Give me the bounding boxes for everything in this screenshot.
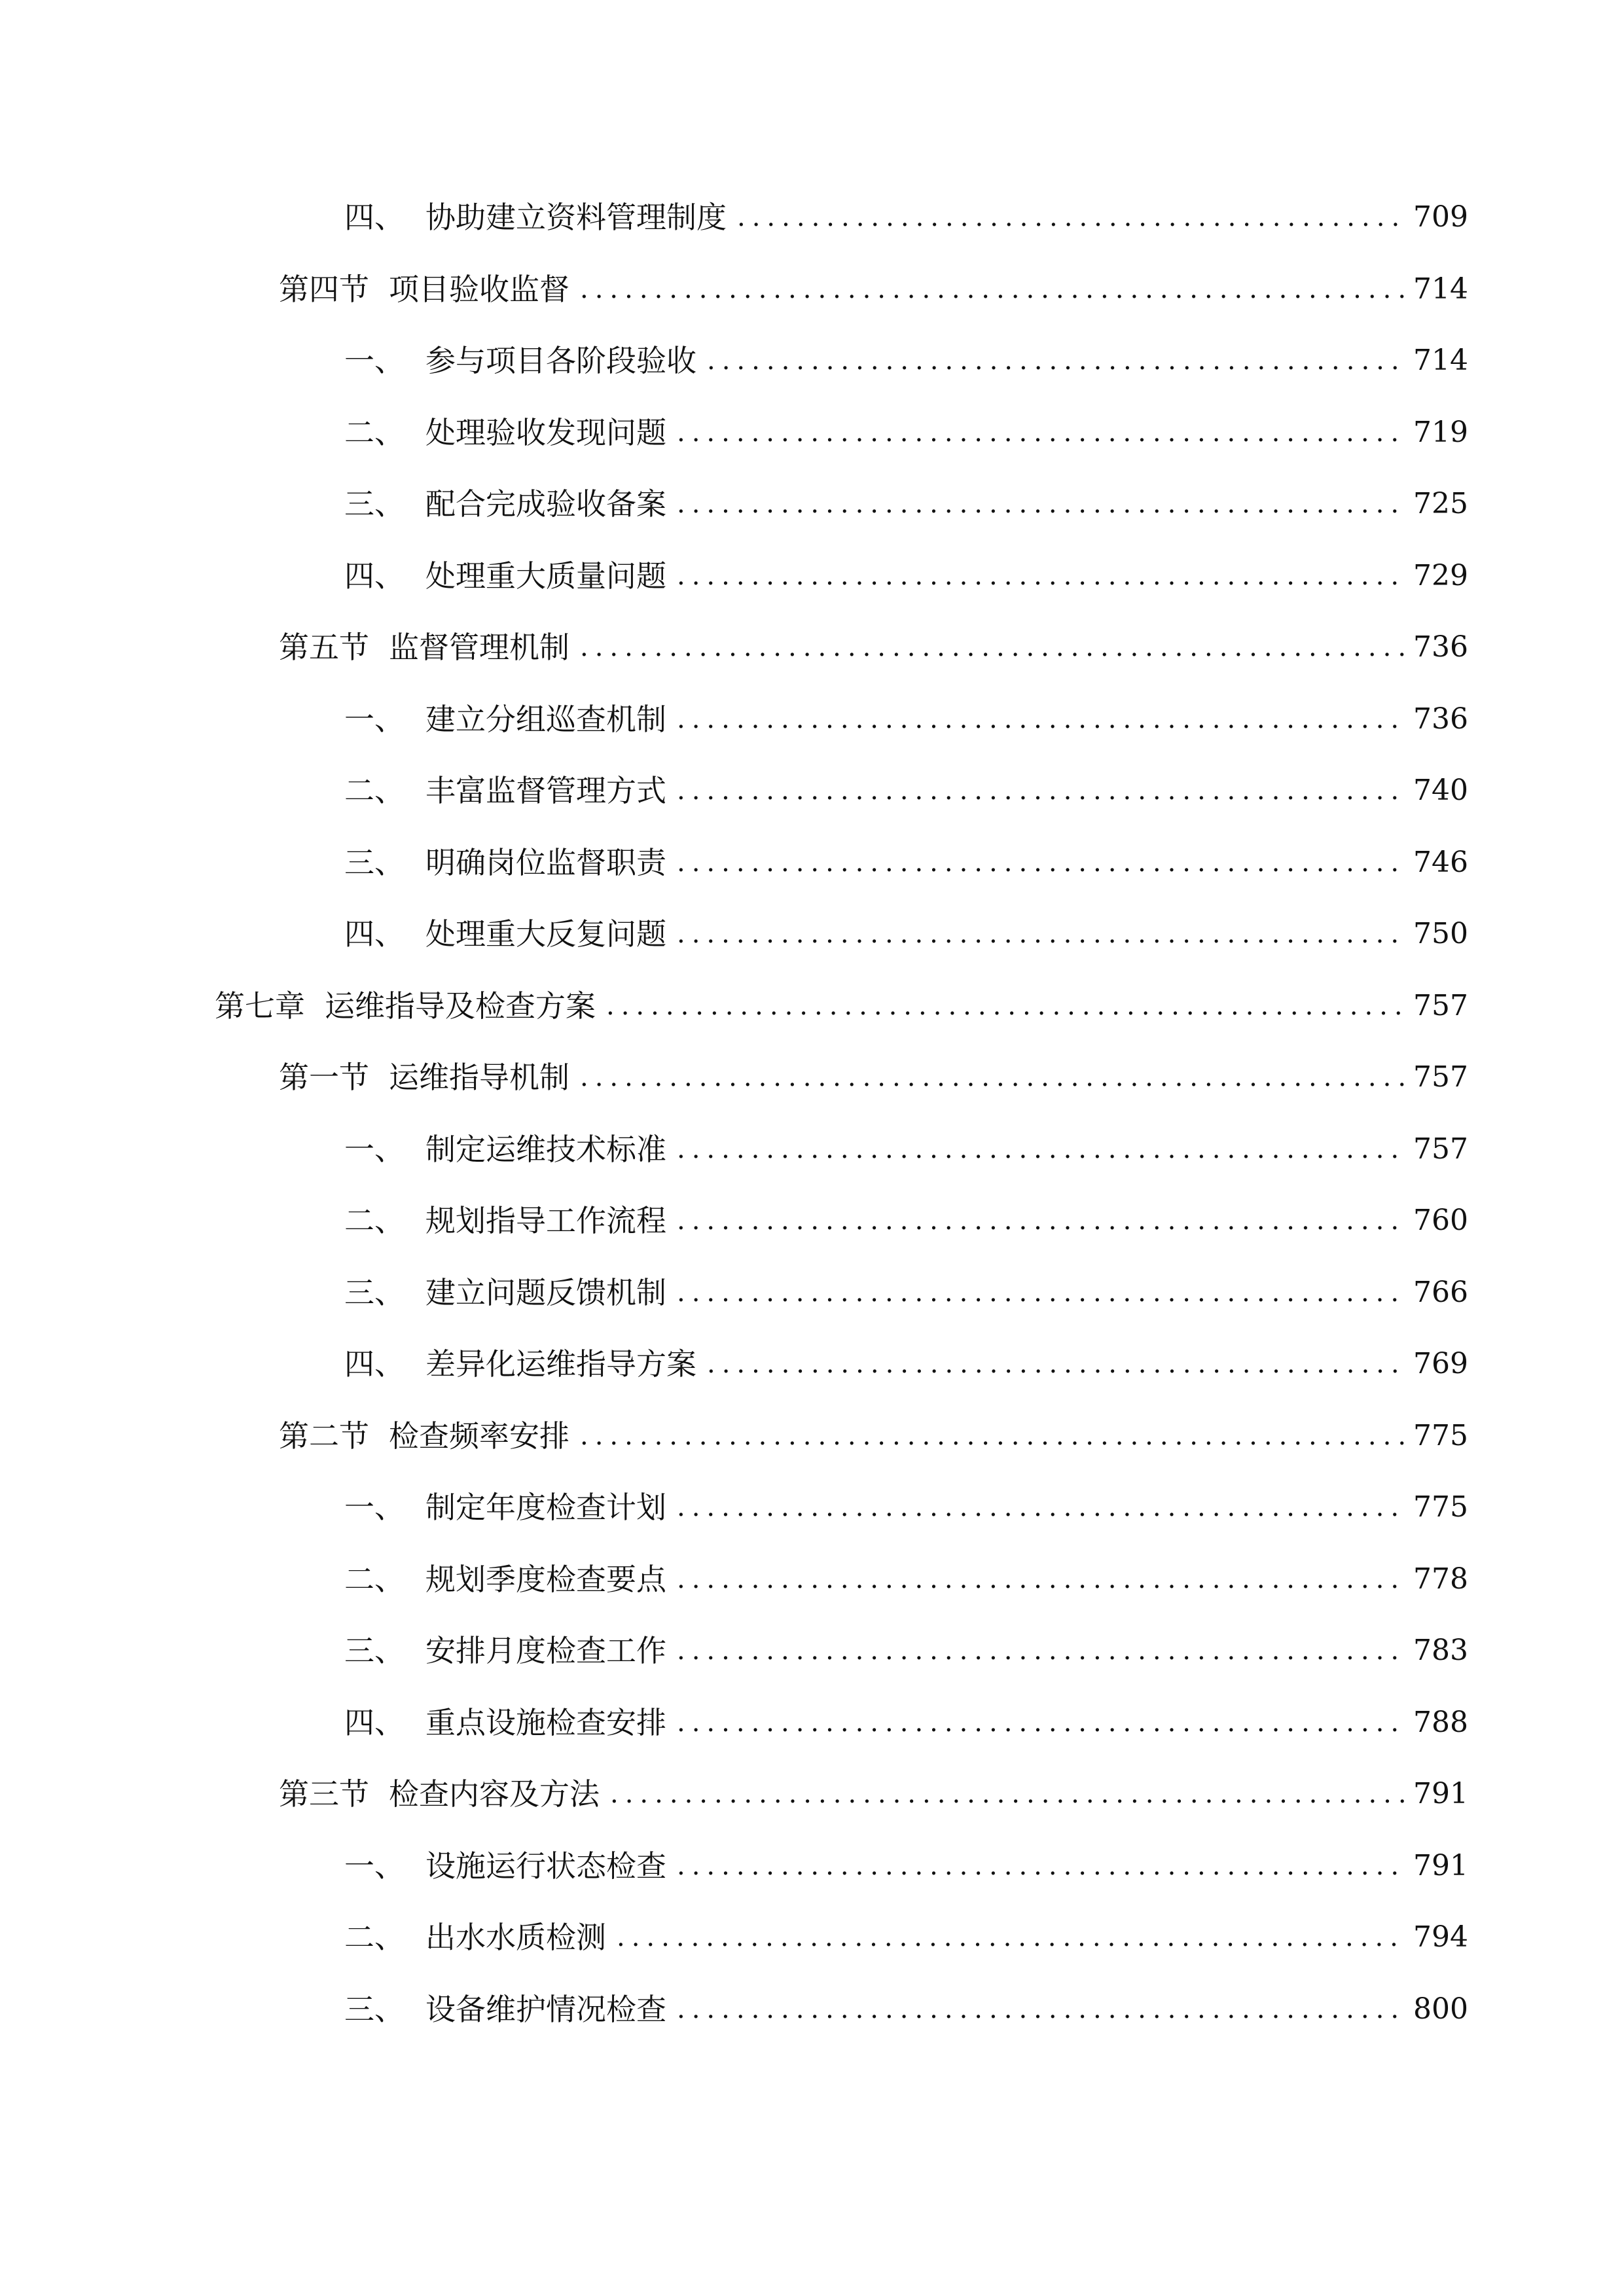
toc-entry[interactable]	[344, 1696, 1468, 1749]
toc-entry-number: 第二节	[279, 1418, 369, 1454]
toc-leader-dots	[677, 1553, 1405, 1605]
toc-entry[interactable]	[344, 1266, 1468, 1319]
toc-entry-title: 处理重大质量问题	[425, 558, 666, 594]
toc-entry[interactable]	[344, 550, 1468, 602]
toc-entry-title: 出水水质检测	[425, 1920, 606, 1955]
toc-entry[interactable]	[344, 1553, 1468, 1605]
toc-entry-title: 差异化运维指导方案	[425, 1346, 696, 1382]
toc-entry-title: 明确岗位监督职责	[425, 845, 666, 880]
toc-entry-number: 一、	[344, 702, 405, 737]
toc-leader-dots	[677, 908, 1405, 960]
toc-entry-title: 重点设施检查安排	[425, 1705, 666, 1740]
toc-entry-title: 设备维护情况检查	[425, 1992, 666, 2027]
toc-entry-number: 四、	[344, 1346, 405, 1382]
toc-entry-title: 丰富监督管理方式	[425, 773, 666, 808]
toc-entry-page: 757	[1413, 1132, 1468, 1166]
toc-entry-title: 处理验收发现问题	[425, 415, 666, 450]
toc-leader-dots	[677, 406, 1405, 459]
toc-entry-page: 775	[1413, 1419, 1468, 1452]
toc-entry[interactable]	[344, 1911, 1468, 1964]
toc-entry-page: 791	[1413, 1777, 1468, 1810]
toc-entry-number: 第五节	[279, 630, 369, 665]
toc-entry[interactable]	[344, 836, 1468, 889]
toc-entry-number: 一、	[344, 1132, 405, 1167]
toc-entry[interactable]	[279, 1051, 1468, 1103]
toc-entry-number: 第三节	[279, 1776, 369, 1812]
toc-entry-page: 783	[1413, 1634, 1468, 1667]
toc-entry-number: 二、	[344, 415, 405, 450]
toc-leader-dots	[677, 764, 1405, 817]
toc-leader-dots	[677, 1696, 1405, 1749]
toc-entry-page: 775	[1413, 1490, 1468, 1524]
toc-entry-title: 建立分组巡查机制	[425, 702, 666, 737]
toc-leader-dots	[677, 550, 1405, 602]
toc-entry-number: 第七章	[215, 988, 305, 1024]
toc-entry-title: 处理重大反复问题	[425, 916, 666, 952]
toc-entry-number: 四、	[344, 200, 405, 235]
toc-entry[interactable]	[344, 1624, 1468, 1677]
toc-entry-page: 714	[1413, 272, 1468, 306]
toc-entry-page: 729	[1413, 559, 1468, 592]
toc-entry[interactable]	[344, 191, 1468, 243]
toc-entry-title: 配合完成验收备案	[425, 486, 666, 522]
toc-entry-number: 二、	[344, 1920, 405, 1955]
toc-leader-dots	[707, 334, 1405, 387]
toc-entry[interactable]	[344, 693, 1468, 745]
toc-entry-title: 参与项目各阶段验收	[425, 343, 696, 378]
toc-entry-page: 791	[1413, 1849, 1468, 1882]
toc-entry[interactable]	[344, 908, 1468, 960]
toc-entry[interactable]	[344, 1194, 1468, 1247]
toc-entry[interactable]	[344, 1840, 1468, 1892]
toc-entry-title: 协助建立资料管理制度	[425, 200, 727, 235]
toc-entry-page: 740	[1413, 774, 1468, 807]
toc-entry-page: 714	[1413, 344, 1468, 377]
toc-leader-dots	[677, 1266, 1405, 1319]
toc-entry-page: 800	[1413, 1992, 1468, 2026]
toc-leader-dots	[677, 1624, 1405, 1677]
toc-leader-dots	[677, 1840, 1405, 1892]
toc-leader-dots	[677, 836, 1405, 889]
toc-entry-title: 运维指导机制	[389, 1060, 569, 1095]
toc-entry-title: 项目验收监督	[389, 272, 569, 307]
toc-entry-number: 一、	[344, 343, 405, 378]
toc-entry-number: 三、	[344, 1633, 405, 1668]
toc-leader-dots	[606, 980, 1405, 1032]
toc-entry-page: 769	[1413, 1347, 1468, 1380]
toc-entry-number: 四、	[344, 558, 405, 594]
toc-leader-dots	[580, 1051, 1405, 1103]
toc-entry[interactable]	[344, 478, 1468, 530]
toc-entry-title: 检查内容及方法	[389, 1776, 600, 1812]
toc-entry[interactable]	[279, 1768, 1468, 1820]
toc-entry-number: 四、	[344, 1705, 405, 1740]
toc-entry[interactable]	[215, 980, 1468, 1032]
toc-entry-title: 规划季度检查要点	[425, 1562, 666, 1597]
toc-entry-number: 一、	[344, 1490, 405, 1525]
toc-entry-page: 760	[1413, 1204, 1468, 1237]
toc-entry[interactable]	[279, 263, 1468, 315]
toc-leader-dots	[677, 1194, 1405, 1247]
toc-entry-page: 757	[1413, 989, 1468, 1022]
toc-entry-page: 719	[1413, 416, 1468, 449]
toc-entry-number: 二、	[344, 773, 405, 808]
toc-leader-dots	[677, 693, 1405, 745]
toc-leader-dots	[737, 191, 1405, 243]
toc-entry-number: 三、	[344, 1275, 405, 1310]
toc-entry-page: 750	[1413, 917, 1468, 950]
toc-entry-number: 第四节	[279, 272, 369, 307]
toc-leader-dots	[580, 621, 1405, 673]
toc-entry-number: 三、	[344, 486, 405, 522]
toc-entry-number: 三、	[344, 1992, 405, 2027]
toc-entry-number: 四、	[344, 916, 405, 952]
toc-entry-title: 建立问题反馈机制	[425, 1275, 666, 1310]
toc-entry-page: 709	[1413, 200, 1468, 234]
toc-entry[interactable]	[344, 334, 1468, 387]
toc-entry-number: 第一节	[279, 1060, 369, 1095]
toc-leader-dots	[610, 1768, 1405, 1820]
toc-entry-title: 制定年度检查计划	[425, 1490, 666, 1525]
toc-entry[interactable]	[344, 1338, 1468, 1390]
toc-entry-number: 三、	[344, 845, 405, 880]
toc-entry-title: 安排月度检查工作	[425, 1633, 666, 1668]
toc-entry[interactable]	[279, 1410, 1468, 1462]
toc-entry[interactable]	[344, 764, 1468, 817]
toc-entry-page: 757	[1413, 1060, 1468, 1094]
toc-leader-dots	[707, 1338, 1405, 1390]
toc-entry-number: 一、	[344, 1848, 405, 1884]
toc-entry-page: 746	[1413, 846, 1468, 879]
toc-entry-title: 规划指导工作流程	[425, 1203, 666, 1238]
toc-entry[interactable]	[344, 406, 1468, 459]
toc-leader-dots	[580, 263, 1405, 315]
toc-entry-title: 设施运行状态检查	[425, 1848, 666, 1884]
toc-entry[interactable]	[344, 1481, 1468, 1534]
toc-entry-number: 二、	[344, 1562, 405, 1597]
toc-entry[interactable]	[344, 1123, 1468, 1175]
toc-entry-title: 监督管理机制	[389, 630, 569, 665]
toc-leader-dots	[677, 1481, 1405, 1534]
toc-entry-title: 制定运维技术标准	[425, 1132, 666, 1167]
toc-leader-dots	[617, 1911, 1405, 1964]
toc-entry-page: 766	[1413, 1276, 1468, 1309]
toc-entry-page: 736	[1413, 630, 1468, 664]
toc-entry-number: 二、	[344, 1203, 405, 1238]
toc-entry-page: 725	[1413, 487, 1468, 520]
toc-leader-dots	[580, 1410, 1405, 1462]
toc-entry[interactable]	[279, 621, 1468, 673]
toc-entry-page: 736	[1413, 702, 1468, 736]
toc-entry-page: 788	[1413, 1706, 1468, 1739]
toc-entry-page: 794	[1413, 1920, 1468, 1954]
toc-leader-dots	[677, 478, 1405, 530]
toc-entry-title: 检查频率安排	[389, 1418, 569, 1454]
toc-entry[interactable]	[344, 1983, 1468, 2036]
toc-entry-page: 778	[1413, 1562, 1468, 1596]
toc-leader-dots	[677, 1983, 1405, 2036]
toc-leader-dots	[677, 1123, 1405, 1175]
toc-entry-title: 运维指导及检查方案	[325, 988, 596, 1024]
